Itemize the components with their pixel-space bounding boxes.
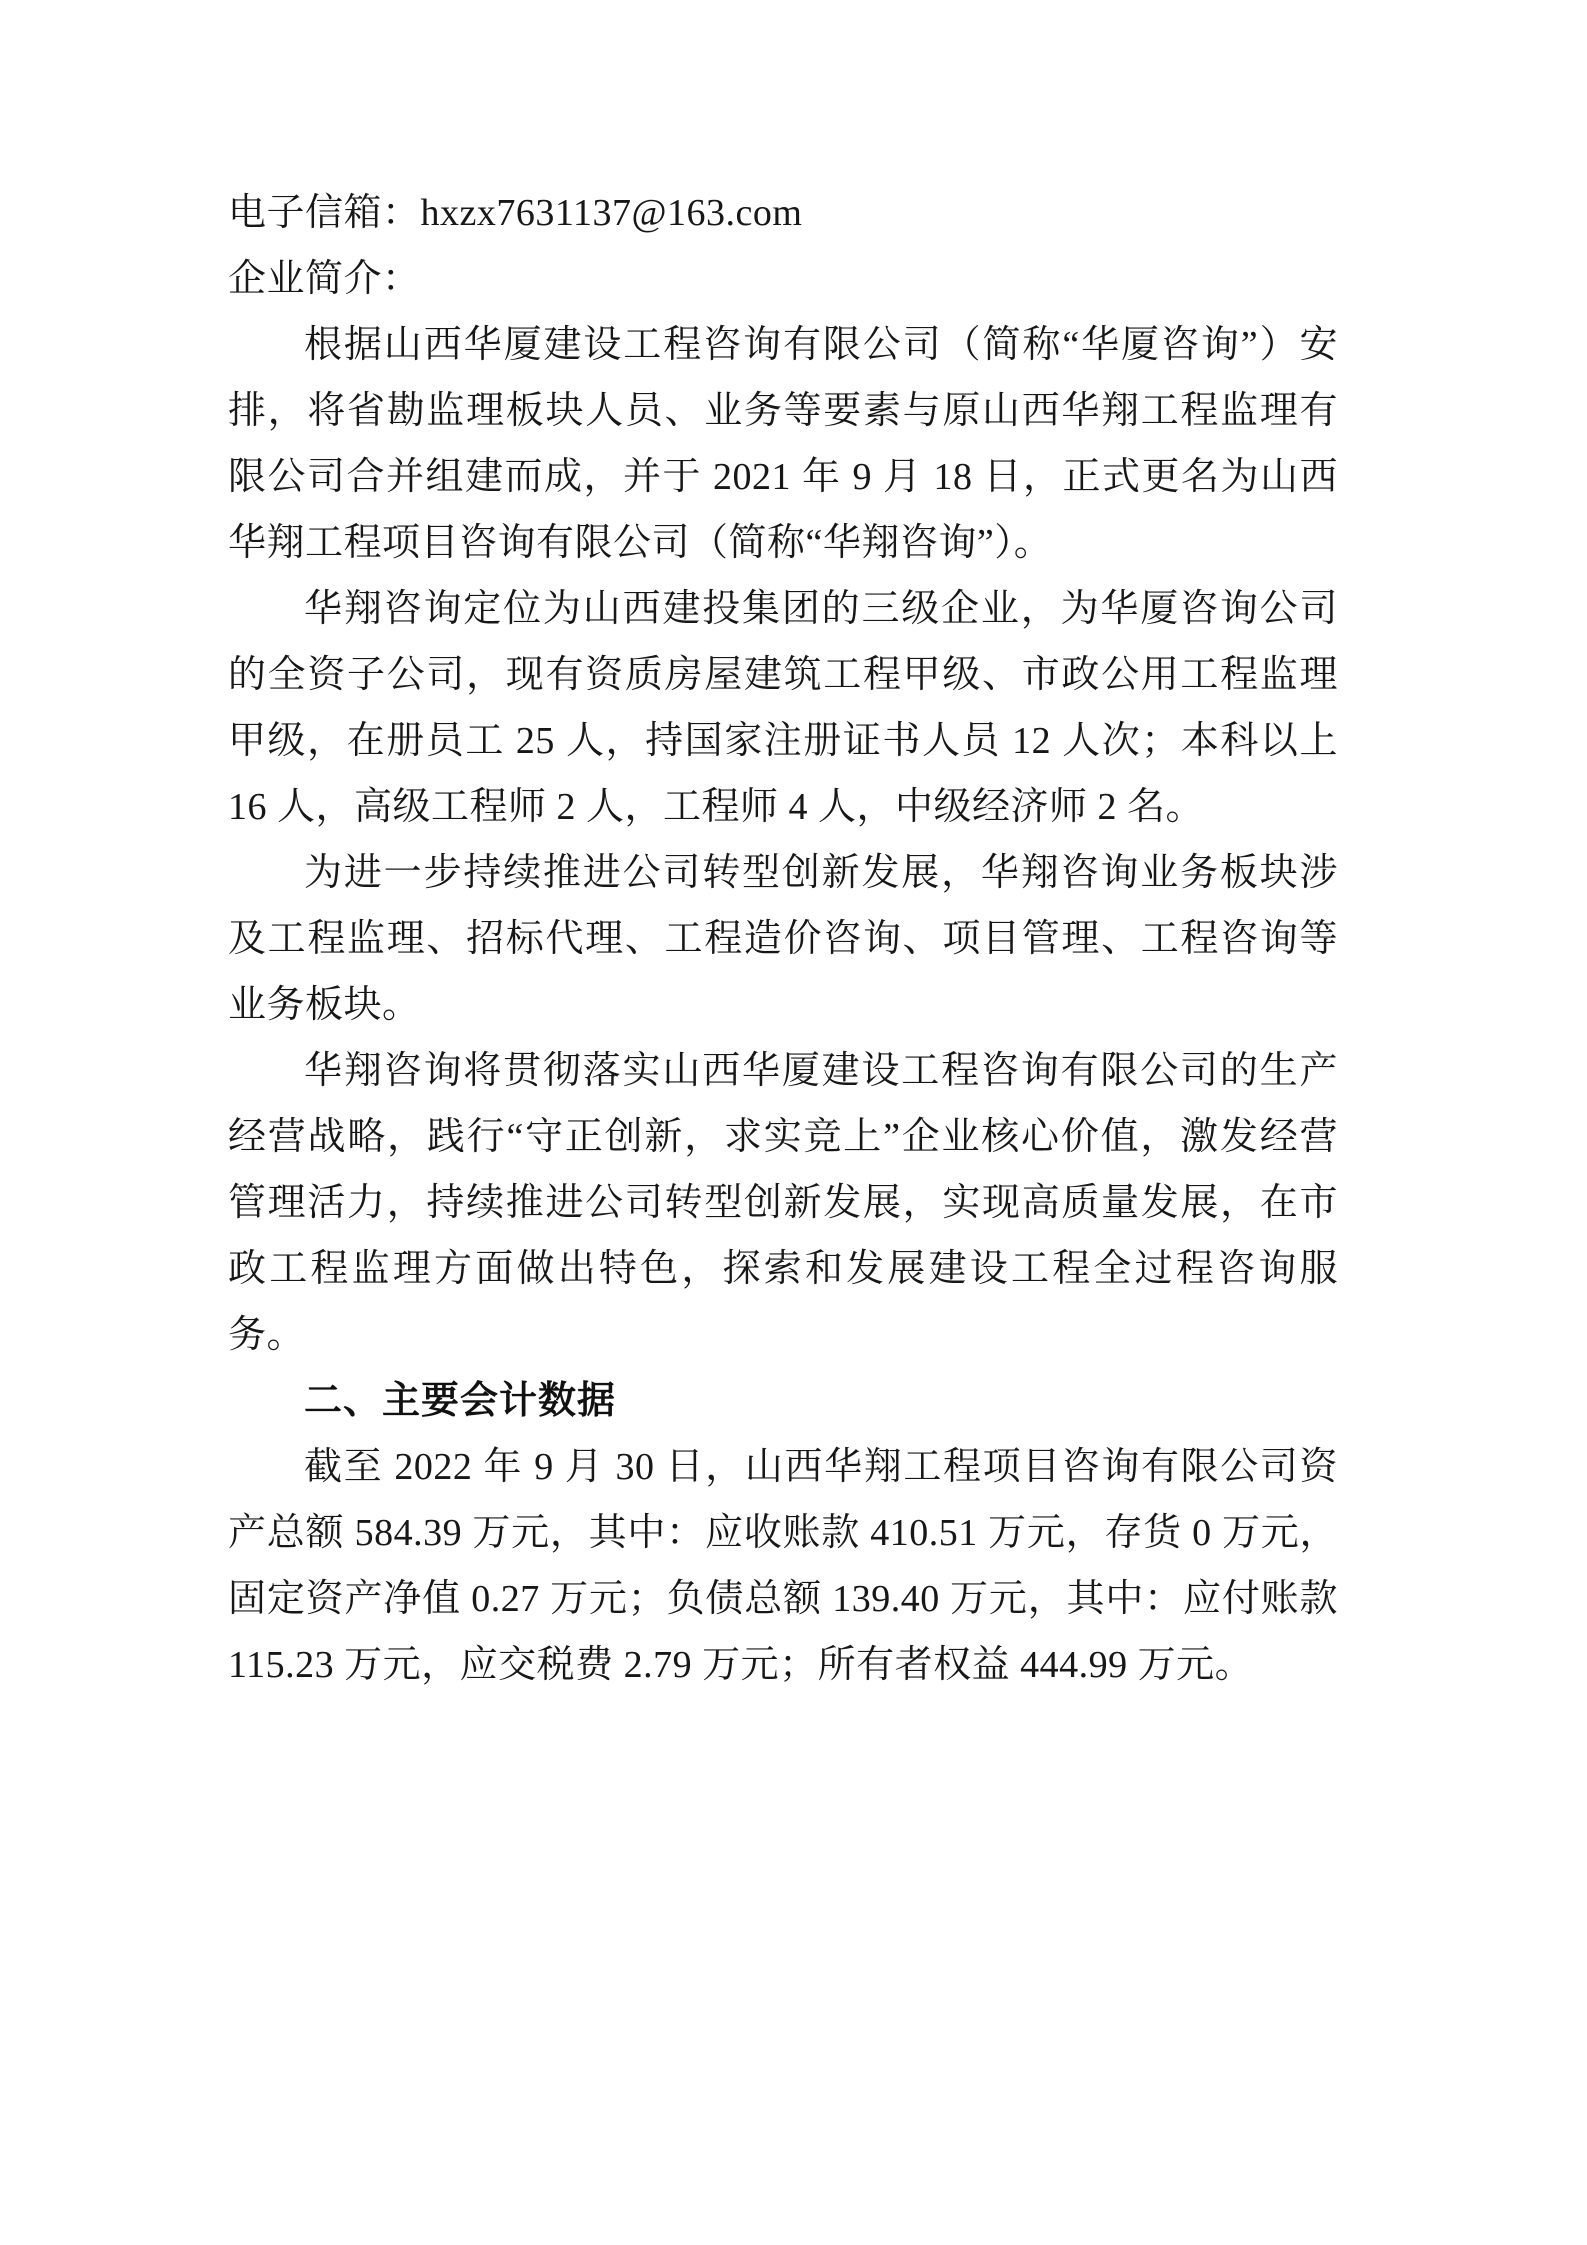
email-line: 电子信箱：hxzx7631137@163.com xyxy=(228,192,803,234)
paragraph-company-origin: 根据山西华厦建设工程咨询有限公司（简称“华厦咨询”）安排，将省勘监理板块人员、业务等要素与原山西华翔工程监理有限公司合并组建而成，并于 2021 年 9 月 18 日，正式更名为山西华翔工程项目咨询有限公司（简称“华翔咨询”）。 xyxy=(228,324,1338,564)
paragraph-strategy: 华翔咨询将贯彻落实山西华厦建设工程咨询有限公司的生产经营战略，践行“守正创新，求实竞上”企业核心价值，激发经营管理活力，持续推进公司转型创新发展，实现高质量发展，在市政工程监理方面做出特色，探索和发展建设工程全过程咨询服务。 xyxy=(228,1050,1338,1356)
paragraph-accounting-data: 截至 2022 年 9 月 30 日，山西华翔工程项目咨询有限公司资产总额 584.39 万元，其中：应收账款 410.51 万元，存货 0 万元，固定资产净值 0.27 万元；负债总额 139.40 万元，其中：应付账款 115.23 万元，应交税费 2.79 万元；所有者权益 444.99 万元。 xyxy=(228,1446,1338,1686)
section-heading-accounting-data: 二、主要会计数据 xyxy=(304,1380,617,1422)
company-profile-label: 企业简介： xyxy=(228,258,421,300)
paragraph-business-scope: 为进一步持续推进公司转型创新发展，华翔咨询业务板块涉及工程监理、招标代理、工程造价咨询、项目管理、工程咨询等业务板块。 xyxy=(228,852,1338,1026)
document-body xyxy=(228,180,1338,1698)
paragraph-company-qualification: 华翔咨询定位为山西建投集团的三级企业，为华厦咨询公司的全资子公司，现有资质房屋建筑工程甲级、市政公用工程监理甲级，在册员工 25 人，持国家注册证书人员 12 人次；本科以上 16 人，高级工程师 2 人，工程师 4 人，中级经济师 2 名。 xyxy=(228,588,1338,828)
